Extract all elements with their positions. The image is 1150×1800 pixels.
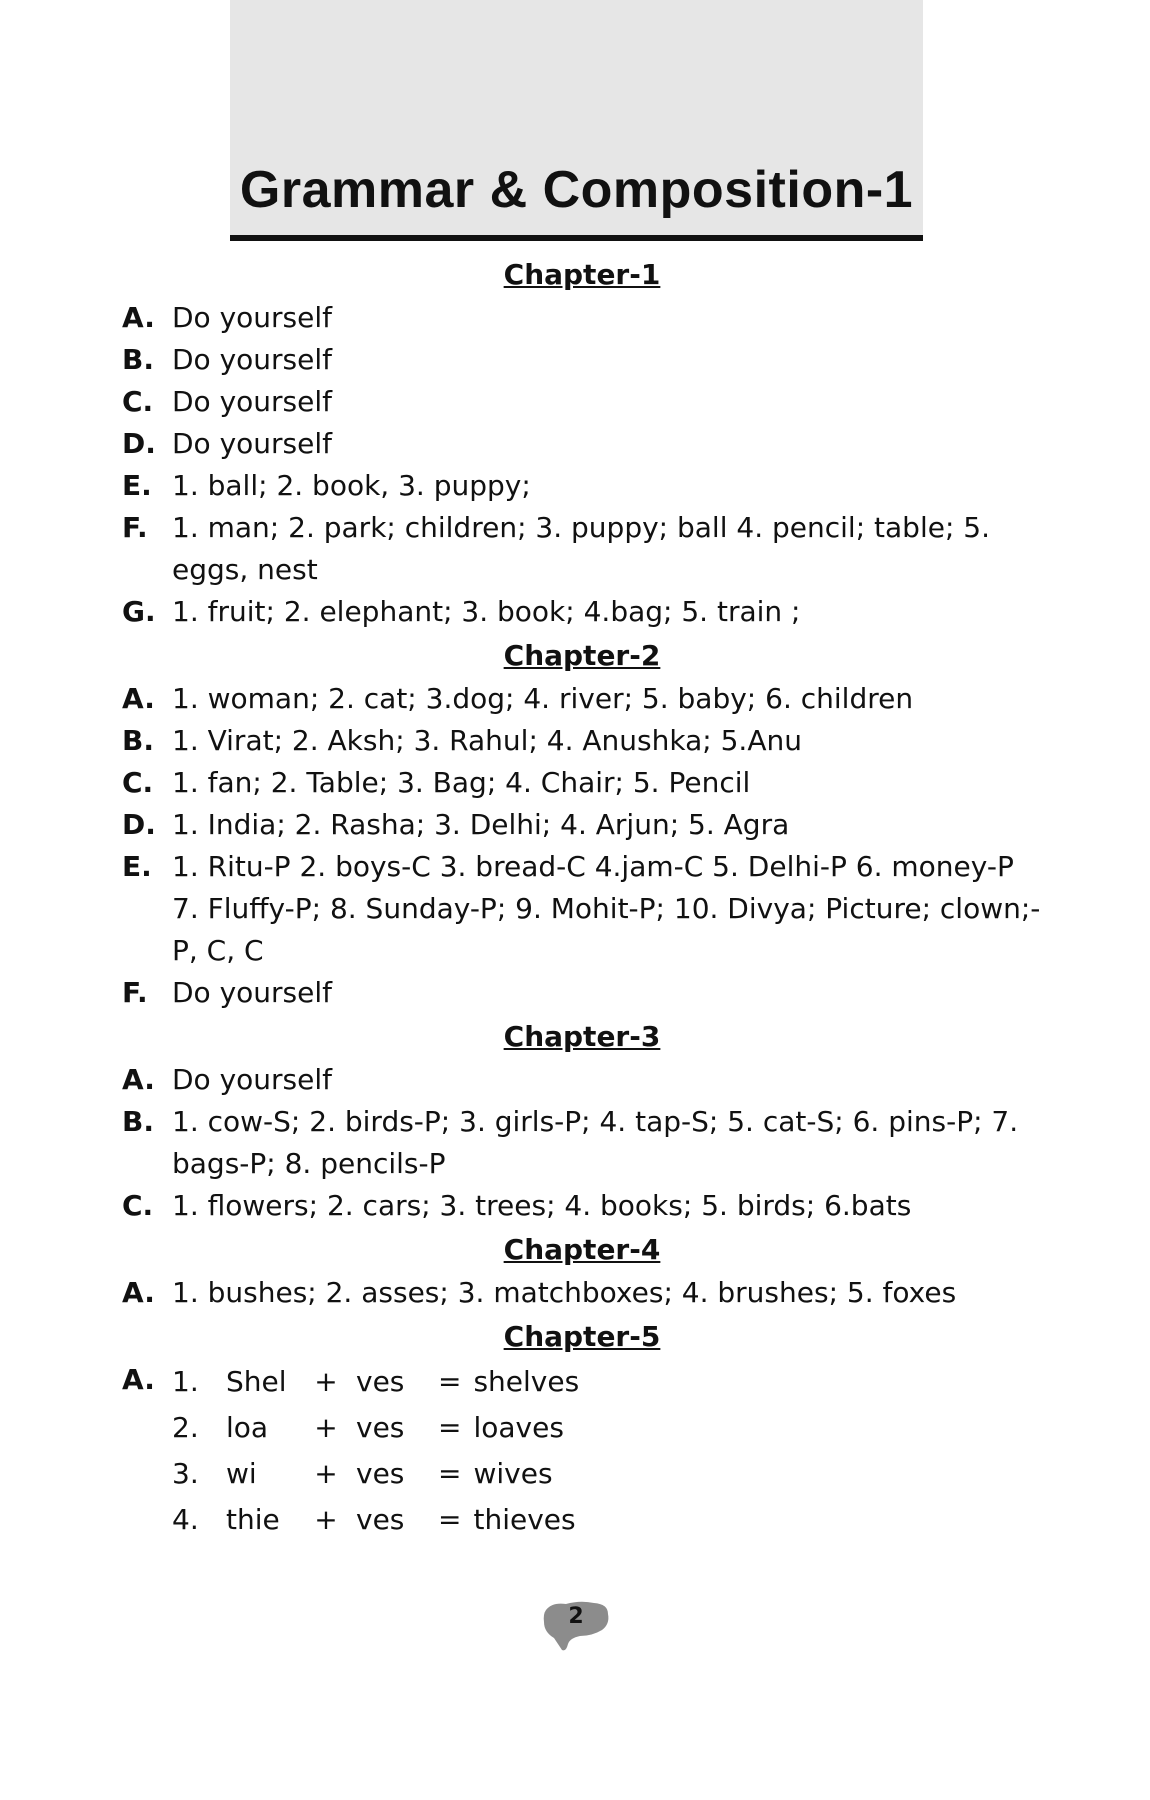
equals-sign: = <box>438 1411 462 1444</box>
item-text: 1. bushes; 2. asses; 3. matchboxes; 4. brushes; 5. foxes <box>172 1276 957 1309</box>
row-number: 4. <box>172 1503 199 1536</box>
item-text: 1. woman; 2. cat; 3.dog; 4. river; 5. baby; 6. children <box>172 682 914 715</box>
item-text: 1. man; 2. park; children; 3. puppy; ball 4. pencil; table; 5. eggs, nest <box>172 511 991 586</box>
word-suffix: ves <box>356 1457 405 1490</box>
chapter-heading: Chapter-3 <box>503 1020 661 1053</box>
word-base: loa <box>226 1411 269 1444</box>
item-text: 1. ball; 2. book, 3. puppy; <box>172 469 531 502</box>
item-letter: A. <box>122 1363 155 1396</box>
item-letter: C. <box>122 766 154 799</box>
answer-item <box>122 972 1042 1014</box>
item-text: 1. flowers; 2. cars; 3. trees; 4. books; 5. birds; 6.bats <box>172 1189 912 1222</box>
answer-item <box>122 507 1042 591</box>
chapter-heading: Chapter-2 <box>503 639 661 672</box>
item-text: 1. fruit; 2. elephant; 3. book; 4.bag; 5. train ; <box>172 595 801 628</box>
row-number: 3. <box>172 1457 199 1490</box>
answer-item <box>122 720 1042 762</box>
answer-item <box>122 297 1042 339</box>
word-base: Shel <box>226 1365 287 1398</box>
word-result: wives <box>473 1457 553 1490</box>
answer-item <box>122 591 1042 633</box>
word-formation-table <box>172 1359 591 1543</box>
item-letter: B. <box>122 724 154 757</box>
item-letter: D. <box>122 808 156 841</box>
chapter-heading: Chapter-4 <box>503 1233 661 1266</box>
title-underline <box>230 235 923 241</box>
word-suffix: ves <box>356 1503 405 1536</box>
item-text: Do yourself <box>172 343 333 376</box>
equals-sign: = <box>438 1457 462 1490</box>
answer-content <box>122 252 1042 1543</box>
answer-item <box>122 1101 1042 1185</box>
answer-item <box>122 1359 1042 1543</box>
word-suffix: ves <box>356 1365 405 1398</box>
item-letter: E. <box>122 850 152 883</box>
chapter-heading: Chapter-5 <box>503 1320 661 1353</box>
item-letter: F. <box>122 976 148 1009</box>
answer-item <box>122 678 1042 720</box>
item-letter: C. <box>122 1189 154 1222</box>
word-result: loaves <box>473 1411 564 1444</box>
item-text: Do yourself <box>172 301 333 334</box>
item-text: Do yourself <box>172 1063 333 1096</box>
answer-item <box>122 762 1042 804</box>
page-number: 2 <box>568 1604 584 1629</box>
item-letter: F. <box>122 511 148 544</box>
item-letter: A. <box>122 301 155 334</box>
item-letter: A. <box>122 1276 155 1309</box>
page-title: Grammar & Composition-1 <box>239 161 914 219</box>
answer-item <box>122 846 1042 972</box>
word-base: thie <box>226 1503 280 1536</box>
word-suffix: ves <box>356 1411 405 1444</box>
item-text: Do yourself <box>172 976 333 1009</box>
equals-sign: = <box>438 1503 462 1536</box>
table-row <box>172 1451 591 1497</box>
item-text: Do yourself <box>172 385 333 418</box>
item-letter: G. <box>122 595 156 628</box>
answer-item <box>122 423 1042 465</box>
word-base: wi <box>226 1457 257 1490</box>
item-text: Do yourself <box>172 427 333 460</box>
item-text: 1. India; 2. Rasha; 3. Delhi; 4. Arjun; 5. Agra <box>172 808 790 841</box>
item-letter: B. <box>122 343 154 376</box>
item-text: 1. Ritu-P 2. boys-C 3. bread-C 4.jam-C 5. Delhi-P 6. money-P 7. Fluffy-P; 8. Sunday-P; 9. Mohit-P; 10. Divya; Picture; clown;-P, C, C <box>172 850 1041 967</box>
row-number: 2. <box>172 1411 199 1444</box>
answer-item <box>122 465 1042 507</box>
page-number-badge <box>540 1600 612 1660</box>
item-text: 1. Virat; 2. Aksh; 3. Rahul; 4. Anushka; 5.Anu <box>172 724 802 757</box>
plus-sign: + <box>314 1365 338 1398</box>
word-result: shelves <box>473 1365 580 1398</box>
item-letter: D. <box>122 427 156 460</box>
item-text: 1. cow-S; 2. birds-P; 3. girls-P; 4. tap-S; 5. cat-S; 6. pins-P; 7. bags-P; 8. pencils-P <box>172 1105 1019 1180</box>
item-letter: A. <box>122 1063 155 1096</box>
answer-item <box>122 339 1042 381</box>
plus-sign: + <box>314 1411 338 1444</box>
answer-item <box>122 804 1042 846</box>
plus-sign: + <box>314 1457 338 1490</box>
item-letter: B. <box>122 1105 154 1138</box>
answer-item <box>122 1185 1042 1227</box>
plus-sign: + <box>314 1503 338 1536</box>
answer-item <box>122 1059 1042 1101</box>
item-letter: C. <box>122 385 154 418</box>
table-row <box>172 1405 591 1451</box>
answer-item <box>122 381 1042 423</box>
equals-sign: = <box>438 1365 462 1398</box>
item-text: 1. fan; 2. Table; 3. Bag; 4. Chair; 5. Pencil <box>172 766 751 799</box>
table-row <box>172 1359 591 1405</box>
row-number: 1. <box>172 1365 199 1398</box>
word-result: thieves <box>473 1503 576 1536</box>
item-letter: E. <box>122 469 152 502</box>
table-row <box>172 1497 591 1543</box>
chapter-heading: Chapter-1 <box>503 258 661 291</box>
answer-item <box>122 1272 1042 1314</box>
item-letter: A. <box>122 682 155 715</box>
